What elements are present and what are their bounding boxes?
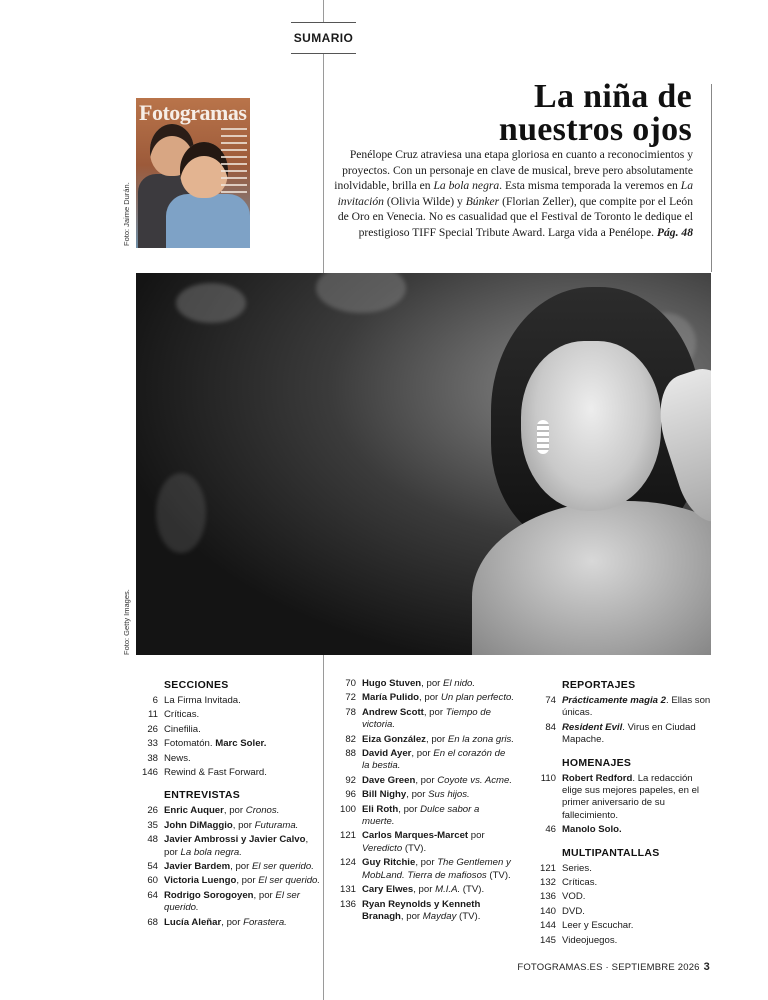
toc-column-3 [534, 678, 714, 949]
toc-entry-text: Rewind & Fast Forward. [164, 767, 267, 779]
toc-entry[interactable] [136, 834, 322, 859]
toc-entry[interactable] [136, 695, 322, 707]
toc-entry[interactable] [136, 767, 322, 779]
toc-page-number: 140 [539, 905, 556, 917]
magazine-cover[interactable] [136, 98, 250, 248]
toc-entry-text: Lucía Aleñar, por Forastera. [164, 916, 287, 928]
toc-entry-text: Cary Elwes, por M.I.A. (TV). [362, 884, 485, 896]
toc-page-number: 60 [147, 875, 158, 887]
toc-entry-text: Victoria Luengo, por El ser querido. [164, 875, 321, 887]
toc-page-number: 6 [152, 695, 158, 706]
toc-page-number: 26 [147, 723, 158, 735]
toc-entry[interactable] [334, 899, 514, 924]
toc-entry[interactable] [334, 857, 514, 882]
toc-entry[interactable] [534, 891, 714, 903]
headline-line-2: nuestros ojos [498, 111, 692, 148]
toc-entry-text: Cinefilia. [164, 723, 201, 735]
cover-logo: Fotogramas [139, 100, 247, 125]
toc-page-number: 68 [147, 916, 158, 928]
heading-reportajes: REPORTAJES [562, 679, 636, 691]
toc-entry-text: Andrew Scott, por Tiempo de victoria. [362, 706, 491, 731]
toc-page-number: 48 [147, 834, 158, 846]
toc-column-2 [334, 678, 514, 925]
toc-entry[interactable] [334, 678, 514, 690]
toc-entry-text: Críticas. [164, 709, 200, 721]
cover-figure-2 [166, 194, 250, 248]
page-reference[interactable]: Pág. 48 [656, 225, 693, 239]
heading-entrevistas: ENTREVISTAS [164, 789, 241, 802]
toc-entry-text: News. [164, 752, 191, 764]
toc-entry[interactable] [534, 877, 714, 889]
toc-entry-text: Prácticamente magia 2. Ellas son únicas. [562, 695, 711, 719]
toc-page-number: 35 [147, 819, 158, 831]
toc-entry[interactable] [136, 709, 322, 721]
toc-entry[interactable] [136, 820, 322, 832]
toc-entry-text: Resident Evil. Virus en Ciudad Mapache. [562, 721, 696, 746]
toc-entry[interactable] [334, 692, 514, 704]
feature-photo [136, 273, 711, 655]
toc-entry-text: Series. [562, 862, 592, 874]
toc-page-number: 132 [539, 877, 556, 889]
toc-page-number: 100 [339, 803, 356, 815]
toc-entry[interactable] [334, 734, 514, 746]
toc-entry-text: María Pulido, por Un plan perfecto. [362, 692, 514, 704]
toc-entry[interactable] [534, 935, 714, 947]
toc-entry[interactable] [534, 695, 714, 720]
toc-entry-text: Leer y Escuchar. [562, 920, 634, 932]
toc-entry-text: Javier Bardem, por El ser querido. [164, 861, 314, 873]
toc-entry-text: Rodrigo Sorogoyen, por El ser querido. [164, 889, 300, 914]
toc-entry[interactable] [136, 753, 322, 765]
toc-entry[interactable] [334, 830, 514, 855]
heading-homenajes: HOMENAJES [562, 756, 632, 769]
toc-entry-text: Robert Redford. La redacción elige sus mejores papeles, en el primer aniversario de su fallecimiento. [562, 772, 700, 821]
feature-rule [711, 84, 712, 272]
toc-entry-text: La Firma Invitada. [164, 695, 241, 706]
toc-page-number: 82 [345, 733, 356, 745]
toc-entry[interactable] [334, 884, 514, 896]
toc-page-number: 146 [141, 767, 158, 779]
toc-entry-text: Manolo Solo. [562, 824, 622, 836]
toc-page-number: 145 [539, 934, 556, 946]
toc-page-number: 121 [539, 862, 556, 874]
toc-entry-text: Fotomatón. Marc Soler. [164, 738, 267, 750]
toc-entry[interactable] [334, 789, 514, 801]
toc-page-number: 64 [147, 889, 158, 901]
heading-multipantallas: MULTIPANTALLAS [562, 846, 660, 859]
toc-entry-text: Hugo Stuven, por El nido. [362, 678, 476, 689]
heading-secciones: SECCIONES [164, 679, 229, 691]
toc-page-number: 78 [345, 706, 356, 718]
toc-entry-text: Eli Roth, por Dulce sabor a muerte. [362, 803, 480, 828]
toc-page-number: 92 [345, 774, 356, 786]
headline-line-1: La niña de [534, 78, 692, 115]
toc-entry-text: David Ayer, por En el corazón de la bestia. [362, 748, 506, 772]
toc-page-number: 46 [545, 824, 556, 836]
photo-credit: Foto: Getty Images. [122, 589, 131, 655]
footer-site: FOTOGRAMAS.ES · SEPTIEMBRE 2026 [517, 962, 700, 973]
toc-page-number: 26 [147, 805, 158, 817]
toc-entry-text: Videojuegos. [562, 934, 618, 946]
toc-entry-text: Ryan Reynolds y Kenneth Branagh, por Mayday (TV). [362, 898, 481, 922]
toc-entry[interactable] [534, 824, 714, 836]
toc-entry[interactable] [334, 707, 514, 732]
toc-entry[interactable] [334, 775, 514, 787]
toc-column-1 [136, 678, 322, 931]
page-footer [517, 961, 710, 973]
toc-page-number: 121 [339, 830, 356, 842]
toc-entry[interactable] [136, 917, 322, 929]
toc-entry[interactable] [534, 906, 714, 918]
page-number: 3 [703, 961, 710, 973]
toc-entry-text: DVD. [562, 905, 585, 917]
cover-photo-credit: Foto: Jaime Durán. [122, 182, 131, 246]
toc-entry[interactable] [334, 748, 514, 773]
feature-lede: Penélope Cruz atraviesa una etapa gloriosa en cuanto a reconocimientos y proyectos. Con un personaje en clave de musical, breve pero absolutamente inolvidable, brilla en La bola negra. Esta misma temporada la veremos en La invitación (Olivia Wilde) y Búnker (Florian Zeller), que compite por el León de Oro en Venecia. No es casualidad que el Festival de Toronto le dedique el prestigioso TIFF Special Tribute Award. Larga vida a Penélope. Pág. 48 [334, 148, 693, 239]
toc-page-number: 136 [339, 898, 356, 910]
section-label-box [291, 22, 356, 54]
toc-entry[interactable] [136, 805, 322, 817]
toc-page-number: 72 [345, 692, 356, 704]
toc-page-number: 38 [147, 752, 158, 764]
toc-entry[interactable] [136, 724, 322, 736]
toc-entry-text: Críticas. [562, 877, 598, 889]
toc-entry-text: Javier Ambrossi y Javier Calvo, por La bola negra. [164, 834, 309, 858]
toc-entry[interactable] [534, 863, 714, 875]
toc-entry-text: John DiMaggio, por Futurama. [164, 819, 299, 831]
toc-entry[interactable] [136, 890, 322, 915]
toc-page-number: 74 [545, 695, 556, 706]
toc-page-number: 54 [147, 861, 158, 873]
toc-entry-text: Eiza González, por En la zona gris. [362, 733, 514, 745]
toc-page-number: 136 [539, 891, 556, 903]
toc-entry[interactable] [136, 875, 322, 887]
toc-entry[interactable] [534, 722, 714, 747]
toc-page-number: 88 [345, 748, 356, 760]
toc-page-number: 84 [545, 721, 556, 733]
toc-page-number: 110 [540, 772, 556, 784]
toc-entry-text: Bill Nighy, por Sus hijos. [362, 789, 470, 801]
toc-entry-text: Guy Ritchie, por The Gentlemen y MobLand. Tierra de mafiosos (TV). [362, 857, 511, 881]
toc-page-number: 144 [539, 920, 556, 932]
toc-entry-text: VOD. [562, 891, 586, 903]
toc-page-number: 131 [339, 884, 356, 896]
toc-page-number: 70 [345, 678, 356, 689]
toc-page-number: 96 [345, 789, 356, 801]
toc-entry[interactable] [534, 920, 714, 932]
toc-page-number: 124 [339, 857, 356, 869]
feature-headline [499, 80, 692, 146]
toc-entry-text: Enric Auquer, por Cronos. [164, 805, 280, 817]
cover-cover-lines [221, 128, 247, 198]
toc-entry-text: Carlos Marques-Marcet por Veredicto (TV). [362, 830, 485, 854]
toc-entry[interactable] [136, 738, 322, 750]
toc-page-number: 33 [147, 738, 158, 750]
toc-entry[interactable] [334, 804, 514, 829]
toc-entry[interactable] [534, 773, 714, 823]
toc-page-number: 11 [148, 709, 158, 721]
toc-entry-text: Dave Green, por Coyote vs. Acme. [362, 774, 513, 786]
toc-entry[interactable] [136, 861, 322, 873]
section-label: SUMARIO [293, 31, 354, 45]
